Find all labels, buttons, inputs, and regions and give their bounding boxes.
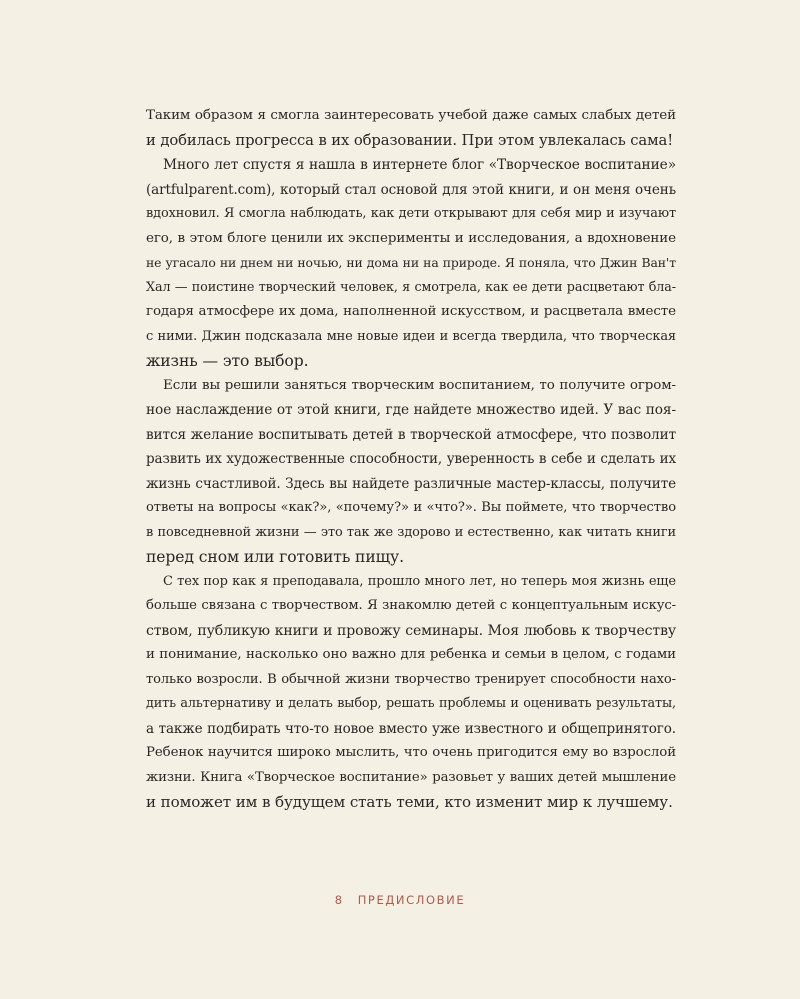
text-line: развить их художественные способности, уверенность в себе и сделать их (146, 451, 676, 467)
text-line: (artfulparent.com), который стал основой для этой книги, и он меня очень (146, 181, 676, 198)
text-line: больше связана с творчеством. Я знакомлю детей с концептуальным искус- (146, 598, 676, 613)
text-line: перед сном или готовить пищу. (146, 548, 404, 566)
body-text (146, 104, 676, 815)
text-line: жизнь счастливой. Здесь вы найдете различные мастер-классы, получите (146, 475, 676, 492)
text-line: только возросли. В обычной жизни творчество тренирует способности нахо- (146, 671, 676, 687)
text-line: С тех пор как я преподавала, прошло много лет, но теперь моя жизнь еще (163, 573, 676, 589)
text-line: его, в этом блоге ценили их эксперименты и исследования, а вдохновение (146, 230, 676, 246)
section-title: ПРЕДИСЛОВИЕ (357, 893, 466, 907)
text-line: вится желание воспитывать детей в творческой атмосфере, что позволит (146, 426, 676, 443)
text-line: Ребенок научится широко мыслить, что очень пригодится ему во взрослой (146, 745, 676, 760)
text-line: годаря атмосфере их дома, наполненной искусством, и расцветала вместе (146, 304, 676, 319)
text-line: ное наслаждение от этой книги, где найдете множество идей. У вас поя- (146, 402, 676, 418)
text-line: жизнь — это выбор. (146, 352, 309, 370)
paragraph-1 (146, 104, 676, 153)
text-line: дить альтернативу и делать выбор, решать проблемы и оценивать результаты, (146, 696, 676, 711)
text-line: жизни. Книга «Творческое воспитание» разовьет у ваших детей мышление (146, 769, 676, 785)
text-line: Много лет спустя я нашла в интернете блог «Творческое воспитание» (163, 157, 676, 173)
paragraph-4 (146, 570, 676, 815)
page-number: 8 (334, 893, 344, 907)
text-line: и добилась прогресса в их образовании. При этом увлекалась сама! (146, 131, 674, 149)
paragraph-2 (146, 153, 676, 374)
text-line: в повседневной жизни — это так же здорово и естественно, как читать книги (146, 524, 676, 540)
text-line: ством, публикую книги и провожу семинары. Моя любовь к творчеству (146, 622, 676, 639)
text-line: Таким образом я смогла заинтересовать учебой даже самых слабых детей (146, 108, 676, 123)
text-line: с ними. Джин подсказала мне новые идеи и всегда твердила, что творческая (146, 328, 676, 344)
text-line: а также подбирать что-то новое вместо уже известного и общепринятого. (146, 720, 676, 737)
text-line: Если вы решили заняться творческим воспитанием, то получите огром- (163, 377, 676, 393)
text-line: ответы на вопросы «как?», «почему?» и «что?». Вы поймете, что творчество (146, 500, 676, 515)
page-footer (0, 893, 800, 907)
text-line: вдохновил. Я смогла наблюдать, как дети открывают для себя мир и изучают (146, 206, 676, 221)
text-line: не угасало ни днем ни ночью, ни дома ни на природе. Я поняла, что Джин Ван'т (146, 255, 676, 270)
paragraph-3 (146, 374, 676, 570)
text-line: Хал — поистине творческий человек, я смотрела, как ее дети расцветают бла- (146, 279, 676, 295)
text-line: и поможет им в будущем стать теми, кто изменит мир к лучшему. (146, 793, 673, 811)
text-line: и понимание, насколько оно важно для ребенка и семьи в целом, с годами (146, 647, 676, 662)
